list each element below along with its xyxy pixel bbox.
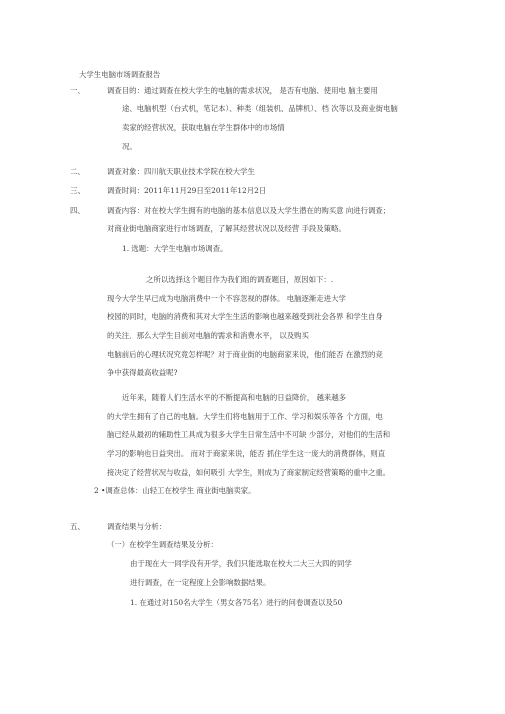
section-5-sub-1: （一）在校学生调查结果及分析： — [107, 540, 218, 549]
para-1-line-4: 的关注．那么大学生目前对电脑的需求和消费水平， 以及购买 — [107, 331, 309, 340]
section-3-marker: 三、 — [70, 186, 86, 195]
para-1-line-6: 争中获得最高收益呢? — [107, 368, 178, 377]
section-2-text: 调查对象：四川航天职业技术学院在校大学生 — [107, 167, 255, 176]
document-title: 大学生电脑市场调查报告 — [79, 70, 161, 79]
para-1-line-3: 校园的同时，电脑的消费和其对大学生生活的影响也越来越受到社会各界 和学生自身 — [107, 312, 383, 321]
section-5-text: 调查结果与分析： — [107, 522, 167, 531]
para-2-line-3: 脑已经从最初的辅助性工具成为很多大学生日常生活中不可缺 少部分，对他们的生活和 — [107, 430, 391, 439]
section-5-sub-1-line-2: 进行调查，在一定程度上会影响数据结果。 — [130, 578, 271, 587]
para-1-line-5: 电脑前后的心理状况究竟怎样呢？对于商业街的电脑商家来说，他们能否 在激烈的竞 — [107, 350, 383, 359]
section-2-marker: 二、 — [70, 167, 85, 176]
section-5-item-1: 1. 在通过对150名大学生（男女各75名）进行的问卷调查以及50 — [130, 598, 343, 607]
section-4-line-2: 对商业街电脑商家进行市场调查，了解其经营状况以及经营 手段及策略。 — [107, 224, 346, 233]
para-2-line-4: 学习的影响也日益突出。 而对于商家来说，能否 抓住学生这一庞大的消费群体，则直 — [107, 449, 386, 458]
section-4-marker: 四、 — [70, 206, 85, 215]
section-4-line-1: 调查内容：对在校大学生拥有的电脑的基本信息以及大学生潜在的购买意 向进行调查； — [107, 206, 391, 215]
section-1-line-2: 途、电脑机型（台式机，笔记本）、种类（组装机、品牌机）、档 次等以及商业街电脑 — [122, 104, 398, 113]
section-5-sub-1-line-1: 由于现在大一同学没有开学，我们只能选取在校大二大三大四的同学 — [130, 559, 352, 568]
para-2-line-2: 的大学生拥有了自己的电脑。大学生们将电脑用于工作、学习和娱乐等各 个方面，电 — [107, 412, 383, 421]
para-1-line-2: 现今大学生早已成为电脑消费中一个不容忽视的群体。 电脑逐渐走进大学 — [107, 294, 346, 303]
section-1-line-3: 卖家的经营状况，获取电脑在学生群体中的市场情 — [122, 123, 285, 132]
section-1-marker: 一、 — [70, 86, 85, 95]
section-4-item-2: 2 •调查总体：山轻工在校学生 商业街电脑卖家。 — [94, 486, 256, 495]
section-4-item-1: 1. 选题：大学生电脑市场调查。 — [122, 244, 228, 253]
section-5-marker: 五、 — [70, 522, 85, 531]
section-3-text: 调查时间：2011年11月29日至2011年12月2日 — [107, 186, 267, 195]
para-2-line-5: 接决定了经营状况与收益，如何吸引 大学生，则成为了商家制定经营策略的重中之重。 — [107, 468, 391, 477]
para-2-line-1: 近年来，随着人们生活水平的不断提高和电脑的日益降价， 越来越多 — [122, 393, 347, 402]
para-1-line-1: 之所以选择这个题目作为我们组的调查题目，原因如下：. — [146, 275, 334, 284]
section-1-line-4: 况。 — [122, 142, 137, 151]
section-1-line-1: 调查目的：通过调查在校大学生的电脑的需求状况， 是否有电脑、使用电 脑主要用 — [107, 86, 378, 95]
